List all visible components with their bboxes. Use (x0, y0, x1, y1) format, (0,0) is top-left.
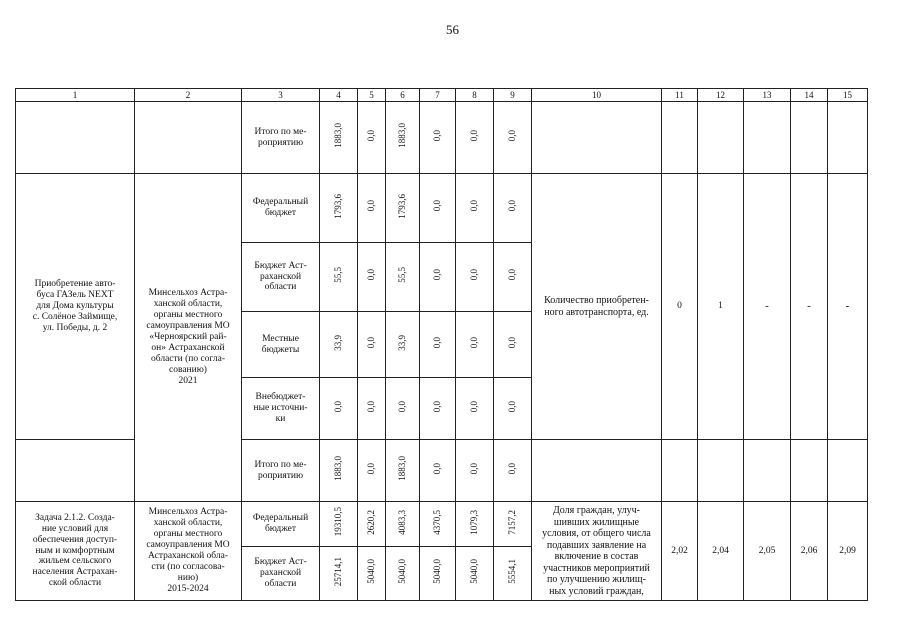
header-cell: 10 (532, 89, 662, 102)
header-cell: 7 (420, 89, 456, 102)
executor-cell: Минсельхоз Астра- ханской области, органы местного самоуправления МО «Черноярский рай- он» Астраханской области (по согла- сованию) 2021 (135, 174, 242, 502)
indicator-cell: Доля граждан, улуч- шивших жилищные условия, от общего числа подавших заявление на включение в состав участников мероприятий по улучшению жилищ- ных условий граждан, (532, 502, 662, 601)
value-cell: 0,0 (432, 129, 443, 142)
value-cell: 1883,0 (333, 456, 344, 481)
header-cell: 3 (242, 89, 320, 102)
target-cell: 2,09 (828, 502, 868, 601)
value-cell: 5040,0 (432, 559, 443, 584)
value-cell: 4083,3 (397, 509, 408, 535)
source-label: Федеральный бюджет (242, 502, 320, 547)
source-label: Бюджет Аст- раханской области (242, 547, 320, 601)
value-cell: 1883,0 (333, 123, 344, 148)
value-cell: 0,0 (507, 462, 518, 475)
value-cell: 0,0 (469, 336, 480, 349)
value-cell: 4370,5 (432, 509, 443, 535)
source-label: Бюджет Аст- раханской области (242, 243, 320, 312)
source-label: Итого по ме- роприятию (242, 102, 320, 174)
header-cell: 12 (698, 89, 744, 102)
value-cell: 7157,2 (507, 509, 518, 535)
executor-cell: Минсельхоз Астра- ханской области, органы местного самоуправления МО Астраханской обла- сти (по согласова- нию) 2015-2024 (135, 502, 242, 601)
value-cell: 0,0 (366, 200, 377, 212)
value-cell: 33,9 (397, 334, 408, 351)
value-cell: 0,0 (397, 400, 408, 413)
header-cell: 8 (456, 89, 494, 102)
header-row (16, 89, 868, 102)
value-cell: 0,0 (507, 269, 518, 281)
value-cell: 0,0 (507, 129, 518, 142)
value-cell: 19310,5 (333, 507, 344, 537)
header-cell: 1 (16, 89, 135, 102)
value-cell: 1079,3 (469, 509, 480, 535)
target-cell: 1 (698, 174, 744, 440)
program-table (15, 88, 868, 601)
header-cell: 11 (662, 89, 698, 102)
activity-name: Приобретение авто- буса ГАЗель NEXT для Дома культуры с. Солёное Займище, ул. Победы, д. 2 (16, 174, 135, 440)
value-cell: 1793,6 (397, 193, 408, 219)
value-cell: 0,0 (432, 269, 443, 281)
value-cell: 55,5 (397, 267, 408, 283)
header-cell: 9 (494, 89, 532, 102)
page-number: 56 (446, 22, 459, 37)
value-cell: 25714,1 (333, 556, 344, 587)
value-cell: 0,0 (366, 400, 377, 413)
value-cell: 0,0 (469, 269, 480, 281)
value-cell: 0,0 (432, 400, 443, 413)
value-cell: 0,0 (432, 200, 443, 212)
value-cell: 55,5 (333, 267, 344, 283)
source-label: Внебюджет- ные источни- ки (242, 378, 320, 440)
target-cell: - (791, 174, 828, 440)
value-cell: 1883,0 (397, 123, 408, 148)
value-cell: 0,0 (469, 129, 480, 142)
header-cell: 2 (135, 89, 242, 102)
header-cell: 4 (320, 89, 358, 102)
value-cell: 5040,0 (366, 559, 377, 584)
source-label: Местные бюджеты (242, 312, 320, 378)
source-label: Итого по ме- роприятию (242, 440, 320, 502)
value-cell: 0,0 (432, 336, 443, 349)
table-row (16, 102, 868, 174)
value-cell: 0,0 (366, 336, 377, 349)
target-cell: 0 (662, 174, 698, 440)
value-cell: 0,0 (469, 200, 480, 212)
target-cell: - (744, 174, 791, 440)
target-cell: 2,02 (662, 502, 698, 601)
header-cell: 14 (791, 89, 828, 102)
value-cell: 0,0 (366, 462, 377, 475)
source-label: Федеральный бюджет (242, 174, 320, 243)
header-cell: 13 (744, 89, 791, 102)
value-cell: 5040,0 (469, 559, 480, 584)
table-row (16, 174, 868, 243)
table-row (16, 502, 868, 547)
header-cell: 6 (386, 89, 420, 102)
activity-name: Задача 2.1.2. Созда- ние условий для обеспечения доступ- ным и комфортным жильем сельского населения Астрахан- ской области (16, 502, 135, 601)
value-cell: 0,0 (507, 200, 518, 212)
value-cell: 5040,0 (397, 559, 408, 584)
value-cell: 33,9 (333, 334, 344, 351)
target-cell: - (828, 174, 868, 440)
header-cell: 5 (358, 89, 386, 102)
target-cell: 2,05 (744, 502, 791, 601)
value-cell: 1793,6 (333, 193, 344, 219)
target-cell: 2,06 (791, 502, 828, 601)
value-cell: 0,0 (432, 462, 443, 475)
value-cell: 0,0 (507, 400, 518, 413)
target-cell: 2,04 (698, 502, 744, 601)
indicator-cell: Количество приобретен- ного автотранспорта, ед. (532, 174, 662, 440)
value-cell: 2620,2 (366, 509, 377, 535)
value-cell: 0,0 (507, 336, 518, 349)
header-cell: 15 (828, 89, 868, 102)
value-cell: 1883,0 (397, 456, 408, 481)
value-cell: 5554,1 (507, 559, 518, 584)
value-cell: 0,0 (333, 400, 344, 413)
value-cell: 0,0 (469, 400, 480, 413)
value-cell: 0,0 (366, 269, 377, 281)
value-cell: 0,0 (366, 129, 377, 142)
value-cell: 0,0 (469, 462, 480, 475)
